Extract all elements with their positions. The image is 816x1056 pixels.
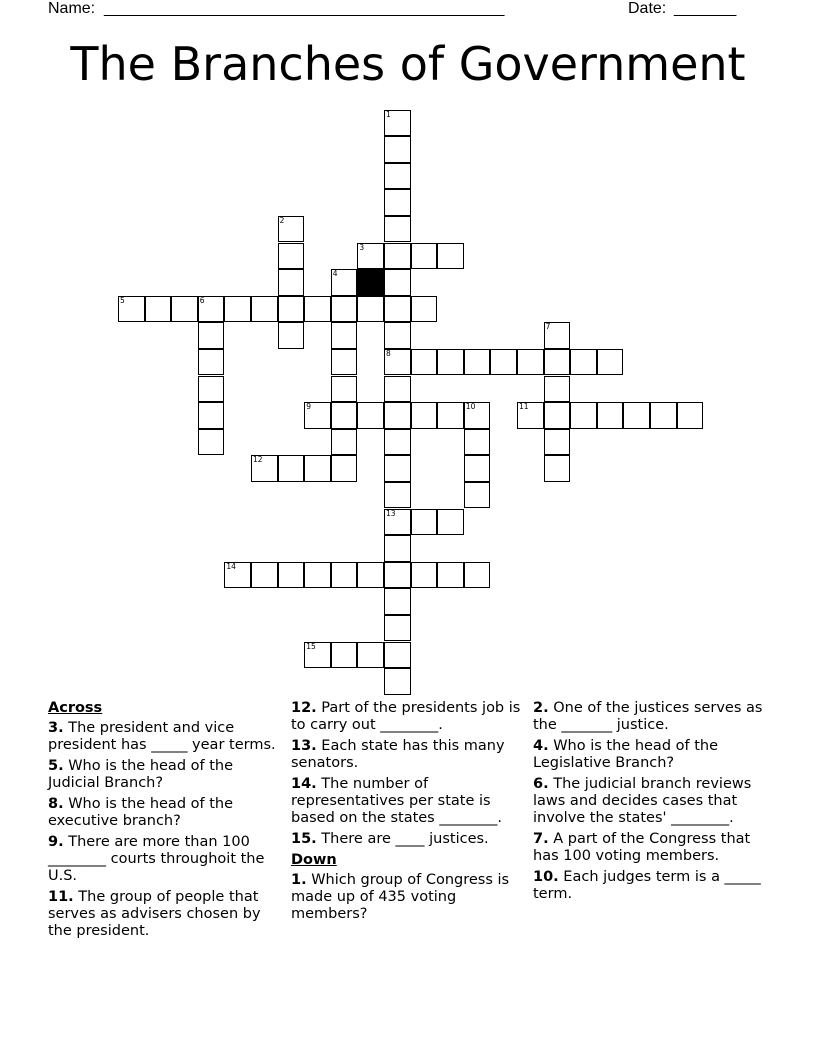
clue-number: 1. <box>291 872 307 888</box>
answer-cell[interactable] <box>544 402 571 429</box>
answer-cell[interactable] <box>198 429 225 456</box>
clue-across-11 <box>48 889 276 940</box>
clue-number: 14. <box>291 776 317 792</box>
clue-across-3 <box>48 720 276 754</box>
answer-cell[interactable] <box>304 402 331 429</box>
answer-cell[interactable] <box>544 429 571 456</box>
clue-text: Which group of Congress is made up of 435 voting members? <box>291 872 510 922</box>
clue-text: One of the justices serves as the _______ justice. <box>533 700 763 733</box>
answer-cell[interactable] <box>384 163 411 190</box>
answer-cell[interactable] <box>384 588 411 615</box>
clue-number: 3. <box>48 720 64 736</box>
clue-text: A part of the Congress that has 100 voting members. <box>533 831 751 864</box>
clue-text: There are ____ justices. <box>321 831 489 847</box>
answer-cell[interactable] <box>544 349 571 376</box>
clue-number: 4. <box>533 738 549 754</box>
answer-cell[interactable] <box>437 243 464 270</box>
answer-cell[interactable] <box>357 402 384 429</box>
answer-cell[interactable] <box>623 402 650 429</box>
answer-cell[interactable] <box>251 296 278 323</box>
cell-number: 8 <box>386 348 391 358</box>
answer-cell[interactable] <box>198 322 225 349</box>
answer-cell[interactable] <box>384 243 411 270</box>
answer-cell[interactable] <box>464 429 491 456</box>
clue-number: 9. <box>48 834 64 850</box>
answer-cell[interactable] <box>411 349 438 376</box>
clue-number: 11. <box>48 889 74 905</box>
answer-cell[interactable] <box>331 455 358 482</box>
clue-across-12 <box>291 700 523 734</box>
clue-text: Each state has this many senators. <box>291 738 505 771</box>
clue-number: 2. <box>533 700 549 716</box>
answer-cell[interactable] <box>384 376 411 403</box>
answer-cell[interactable] <box>224 296 251 323</box>
answer-cell[interactable] <box>384 296 411 323</box>
across-heading: Across <box>48 700 103 716</box>
answer-cell[interactable] <box>384 668 411 695</box>
answer-cell[interactable] <box>677 402 704 429</box>
answer-cell[interactable] <box>597 349 624 376</box>
answer-cell[interactable] <box>464 402 491 429</box>
answer-cell[interactable] <box>278 455 305 482</box>
answer-cell[interactable] <box>544 455 571 482</box>
answer-cell[interactable] <box>118 296 145 323</box>
clue-number: 7. <box>533 831 549 847</box>
down-heading: Down <box>291 852 337 868</box>
clue-number: 5. <box>48 758 64 774</box>
answer-cell[interactable] <box>384 535 411 562</box>
answer-cell[interactable] <box>384 269 411 296</box>
answer-cell[interactable] <box>384 136 411 163</box>
answer-cell[interactable] <box>331 269 358 296</box>
answer-cell[interactable] <box>544 322 571 349</box>
answer-cell[interactable] <box>411 562 438 589</box>
answer-cell[interactable] <box>278 216 305 243</box>
answer-cell[interactable] <box>331 642 358 669</box>
clue-text: The judicial branch reviews laws and decides cases that involve the states' ________. <box>533 776 752 826</box>
answer-cell[interactable] <box>384 642 411 669</box>
answer-cell[interactable] <box>224 562 251 589</box>
answer-cell[interactable] <box>384 615 411 642</box>
clue-across-8 <box>48 796 276 830</box>
clues-column-3 <box>533 700 769 907</box>
clues-column-2 <box>291 700 523 927</box>
answer-cell[interactable] <box>411 402 438 429</box>
answer-cell[interactable] <box>384 349 411 376</box>
answer-cell[interactable] <box>198 402 225 429</box>
answer-cell[interactable] <box>198 349 225 376</box>
cell-number: 10 <box>465 402 476 412</box>
answer-cell[interactable] <box>304 455 331 482</box>
clue-number: 6. <box>533 776 549 792</box>
answer-cell[interactable] <box>278 562 305 589</box>
name-label: Name: <box>48 0 96 17</box>
answer-cell[interactable] <box>464 349 491 376</box>
clue-number: 12. <box>291 700 317 716</box>
answer-cell[interactable] <box>437 562 464 589</box>
answer-cell[interactable] <box>597 402 624 429</box>
clue-text: Each judges term is a _____ term. <box>533 869 761 902</box>
answer-cell[interactable] <box>251 562 278 589</box>
answer-cell[interactable] <box>411 243 438 270</box>
clue-number: 10. <box>533 869 559 885</box>
answer-cell[interactable] <box>437 509 464 536</box>
answer-cell[interactable] <box>251 455 278 482</box>
answer-cell[interactable] <box>384 402 411 429</box>
clue-text: Part of the presidents job is to carry out ________. <box>291 700 521 733</box>
answer-cell[interactable] <box>384 110 411 137</box>
answer-cell[interactable] <box>304 296 331 323</box>
cell-number: 3 <box>359 242 365 252</box>
answer-cell[interactable] <box>331 402 358 429</box>
clue-text: There are more than 100 ________ courts throughoit the U.S. <box>48 834 265 884</box>
name-field[interactable]: _____________________________________________ <box>104 0 505 17</box>
clue-text: Who is the head of the Judicial Branch? <box>48 758 234 791</box>
clue-across-13 <box>291 738 523 772</box>
answer-cell[interactable] <box>384 322 411 349</box>
answer-cell[interactable] <box>304 642 331 669</box>
clue-down-7 <box>533 831 769 865</box>
answer-cell[interactable] <box>357 562 384 589</box>
cell-number: 5 <box>120 295 125 305</box>
answer-cell[interactable] <box>490 349 517 376</box>
cell-number: 6 <box>199 295 205 305</box>
cell-number: 1 <box>386 109 391 119</box>
answer-cell[interactable] <box>278 322 305 349</box>
cell-number: 12 <box>253 455 263 465</box>
answer-cell[interactable] <box>357 642 384 669</box>
cell-number: 2 <box>279 215 285 225</box>
clue-across-15 <box>291 831 523 848</box>
cell-number: 14 <box>226 561 236 571</box>
clue-across-14 <box>291 776 523 827</box>
answer-cell[interactable] <box>437 402 464 429</box>
answer-cell[interactable] <box>464 562 491 589</box>
answer-cell[interactable] <box>331 322 358 349</box>
answer-cell[interactable] <box>384 562 411 589</box>
answer-cell[interactable] <box>331 296 358 323</box>
answer-cell[interactable] <box>198 376 225 403</box>
clue-down-6 <box>533 776 769 827</box>
answer-cell[interactable] <box>384 482 411 509</box>
date-field[interactable]: _______ <box>674 0 737 17</box>
cell-number: 13 <box>386 508 396 518</box>
answer-cell[interactable] <box>570 402 597 429</box>
answer-cell[interactable] <box>331 376 358 403</box>
black-cell <box>357 269 384 296</box>
answer-cell[interactable] <box>198 296 225 323</box>
answer-cell[interactable] <box>145 296 172 323</box>
answer-cell[interactable] <box>517 349 544 376</box>
answer-cell[interactable] <box>517 402 544 429</box>
clues-column-1 <box>48 700 276 944</box>
cell-number: 7 <box>545 322 551 332</box>
answer-cell[interactable] <box>650 402 677 429</box>
answer-cell[interactable] <box>304 562 331 589</box>
cell-number: 15 <box>306 641 316 651</box>
answer-cell[interactable] <box>411 509 438 536</box>
answer-cell[interactable] <box>331 429 358 456</box>
clue-down-2 <box>533 700 769 734</box>
answer-cell[interactable] <box>331 349 358 376</box>
clue-down-4 <box>533 738 769 772</box>
answer-cell[interactable] <box>331 562 358 589</box>
clue-text: Who is the head of the executive branch? <box>48 796 234 829</box>
clue-text: The president and vice president has _____ year terms. <box>48 720 276 753</box>
clue-number: 15. <box>291 831 317 847</box>
answer-cell[interactable] <box>357 296 384 323</box>
clue-down-10 <box>533 869 769 903</box>
answer-cell[interactable] <box>384 509 411 536</box>
answer-cell[interactable] <box>464 455 491 482</box>
clue-across-5 <box>48 758 276 792</box>
cell-number: 11 <box>519 402 529 412</box>
clue-down-1 <box>291 872 523 923</box>
answer-cell[interactable] <box>384 189 411 216</box>
answer-cell[interactable] <box>384 216 411 243</box>
page-title: The Branches of Government <box>70 37 746 91</box>
clue-text: The number of representatives per state is based on the states ________. <box>291 776 502 826</box>
answer-cell[interactable] <box>464 482 491 509</box>
clue-number: 8. <box>48 796 64 812</box>
date-label: Date: <box>628 0 667 17</box>
clue-text: Who is the head of the Legislative Branch? <box>533 738 719 771</box>
answer-cell[interactable] <box>437 349 464 376</box>
answer-cell[interactable] <box>384 455 411 482</box>
clue-text: The group of people that serves as advisers chosen by the president. <box>48 889 261 939</box>
cell-number: 9 <box>306 402 311 412</box>
answer-cell[interactable] <box>171 296 198 323</box>
answer-cell[interactable] <box>278 296 305 323</box>
answer-cell[interactable] <box>570 349 597 376</box>
answer-cell[interactable] <box>544 376 571 403</box>
answer-cell[interactable] <box>357 243 384 270</box>
clue-across-9 <box>48 834 276 885</box>
answer-cell[interactable] <box>278 269 305 296</box>
answer-cell[interactable] <box>411 296 438 323</box>
answer-cell[interactable] <box>278 243 305 270</box>
cell-number: 4 <box>332 269 338 279</box>
answer-cell[interactable] <box>384 429 411 456</box>
clue-number: 13. <box>291 738 317 754</box>
